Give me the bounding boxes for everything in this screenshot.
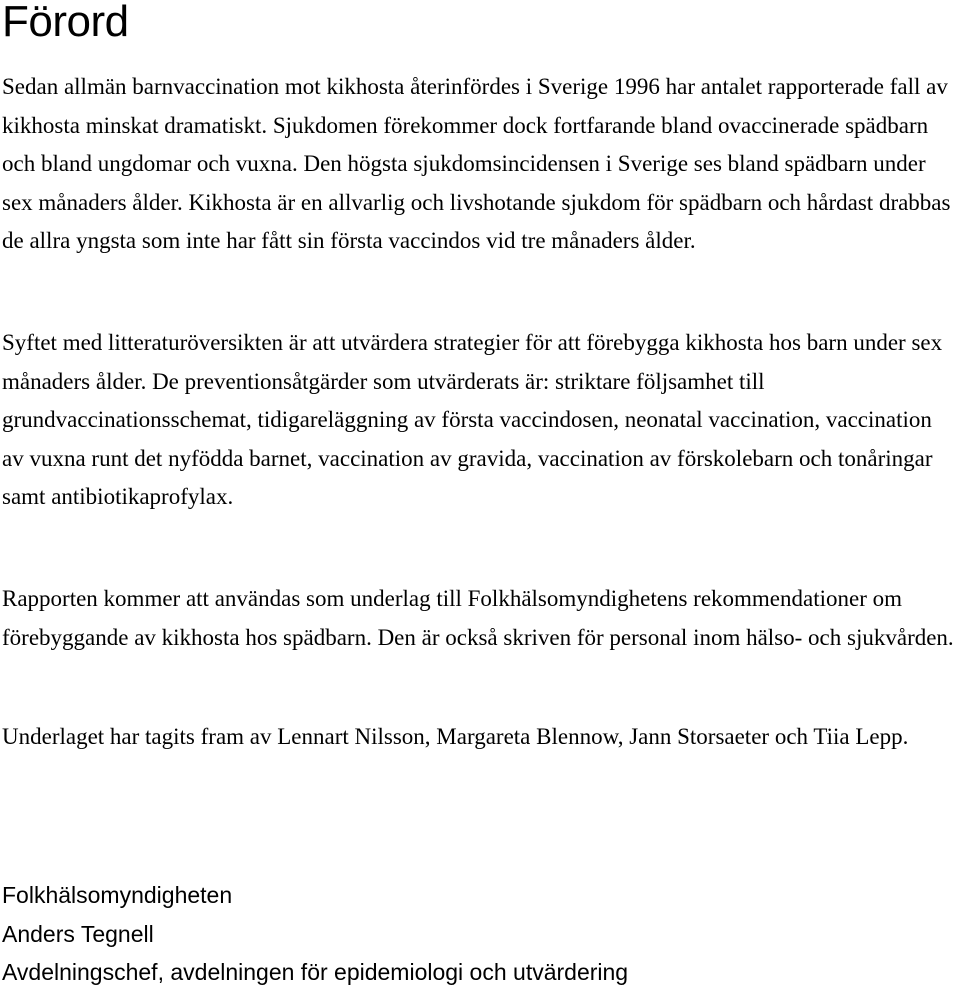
paragraph-authors: Underlaget har tagits fram av Lennart Nilsson, Margareta Blennow, Jann Storsaeter och Tiia Lepp. — [2, 724, 909, 749]
paragraph-background: Sedan allmän barnvaccination mot kikhosta återinfördes i Sverige 1996 har antalet rapporterade fall av kikhosta minskat dramatiskt. Sjukdomen förekommer dock fortfarande bland ovaccinerade spädbarn och bland ungdomar och vuxna. Den högsta sjukdomsincidensen i Sverige ses bland spädbarn under sex månaders ålder. Kikhosta är en allvarlig och livshotande sjukdom för spädbarn och hårdast drabbas de allra yngsta som inte har fått sin första vaccindos vid tre månaders ålder. — [2, 74, 951, 254]
document-page — [2, 0, 958, 986]
page-title: Förord — [2, 0, 129, 46]
signature-organization: Folkhälsomyndigheten — [2, 882, 233, 908]
paragraph-purpose: Syftet med litteraturöversikten är att utvärdera strategier för att förebygga kikhosta hos barn under sex månaders ålder. De preventionsåtgärder som utvärderats är: striktare följsamhet till grundvaccinationsschemat, tidigareläggning av första vaccindosen, neonatal vaccination, vaccination av vuxna runt det nyfödda barnet, vaccination av gravida, vaccination av förskolebarn och tonåringar samt antibiotikaprofylax. — [2, 330, 943, 510]
paragraph-usage: Rapporten kommer att användas som underlag till Folkhälsomyndighetens rekommendationer om förebyggande av kikhosta hos spädbarn. Den är också skriven för personal inom hälso- och sjukvården. — [2, 586, 954, 650]
signature-block — [2, 876, 958, 992]
signature-name: Anders Tegnell — [2, 920, 154, 947]
signature-role: Avdelningschef, avdelningen för epidemiologi och utvärdering — [2, 959, 629, 986]
